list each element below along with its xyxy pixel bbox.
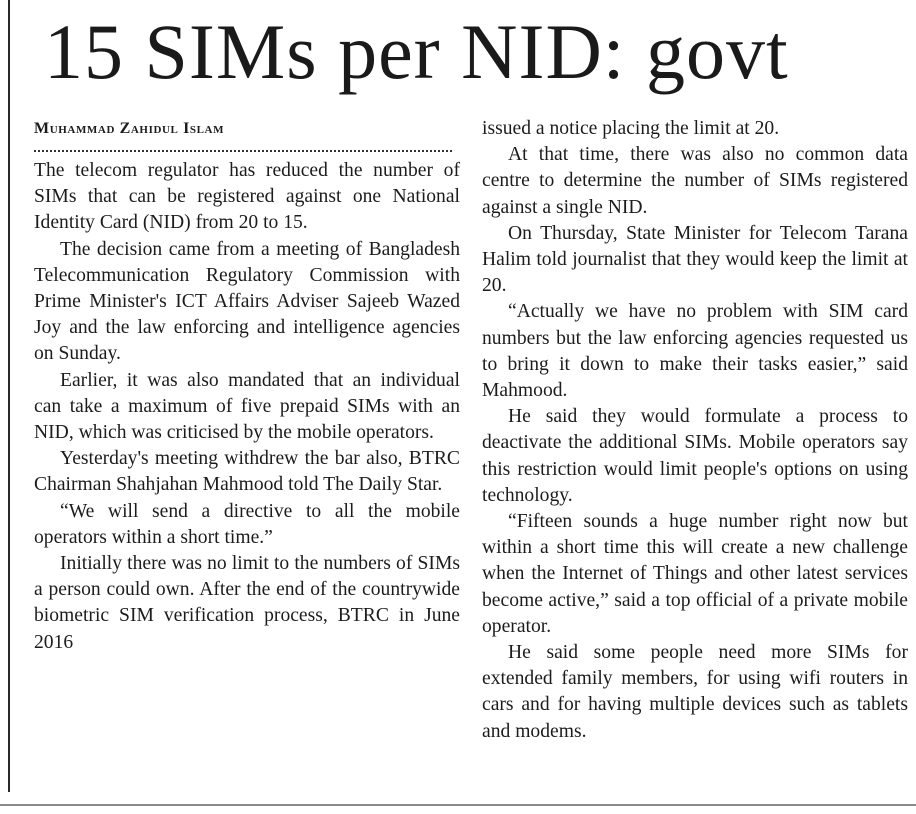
headline: 15 SIMs per NID: govt [44, 8, 789, 95]
byline: Muhammad Zahidul Islam [34, 120, 225, 137]
paragraph-12: He said some people need more SIMs for extended family members, for using wifi routers in cars and for having multiple devices such as tablets and modems. [482, 642, 908, 742]
byline-dotted-divider [34, 150, 452, 152]
paragraph-8: On Thursday, State Minister for Telecom Tarana Halim told journalist that they would keep the limit at 20. [482, 222, 908, 297]
paragraph-9: “Actually we have no problem with SIM card numbers but the law enforcing agencies requested us to bring it down to make their tasks easier,” said Mahmood. [482, 301, 908, 402]
paragraph-11: “Fifteen sounds a huge number right now but within a short time this will create a new challenge when the Internet of Things and other latest services become active,” said a top official of a private mobile operator. [482, 511, 908, 637]
paragraph-10: He said they would formulate a process to deactivate the additional SIMs. Mobile operators say this restriction would limit people's options on using technology. [482, 406, 908, 506]
left-column-rule [8, 0, 10, 792]
paragraph-3: Earlier, it was also mandated that an individual can take a maximum of five prepaid SIMs with an NID, which was criticised by the mobile operators. [34, 369, 460, 444]
paragraph-1: The telecom regulator has reduced the number of SIMs that can be registered against one National Identity Card (NID) from 20 to 15. [34, 160, 460, 234]
article-column-right [482, 116, 908, 745]
paragraph-7: At that time, there was also no common data centre to determine the number of SIMs registered against a single NID. [482, 144, 908, 218]
paragraph-2: The decision came from a meeting of Bangladesh Telecommunication Regulatory Commission with Prime Minister's ICT Affairs Adviser Sajeeb Wazed Joy and the law enforcing and intelligence agencies on Sunday. [34, 238, 460, 365]
paragraph-4: Yesterday's meeting withdrew the bar also, BTRC Chairman Shahjahan Mahmood told The Daily Star. [34, 448, 460, 496]
article-column-left [34, 116, 460, 656]
paragraph-6-continued: issued a notice placing the limit at 20. [482, 118, 780, 139]
paragraph-6: Initially there was no limit to the numbers of SIMs a person could own. After the end of the countrywide biometric SIM verification process, BTRC in June 2016 [34, 553, 460, 653]
paragraph-5: “We will send a directive to all the mobile operators within a short time.” [34, 500, 460, 548]
bottom-rule [0, 804, 916, 806]
